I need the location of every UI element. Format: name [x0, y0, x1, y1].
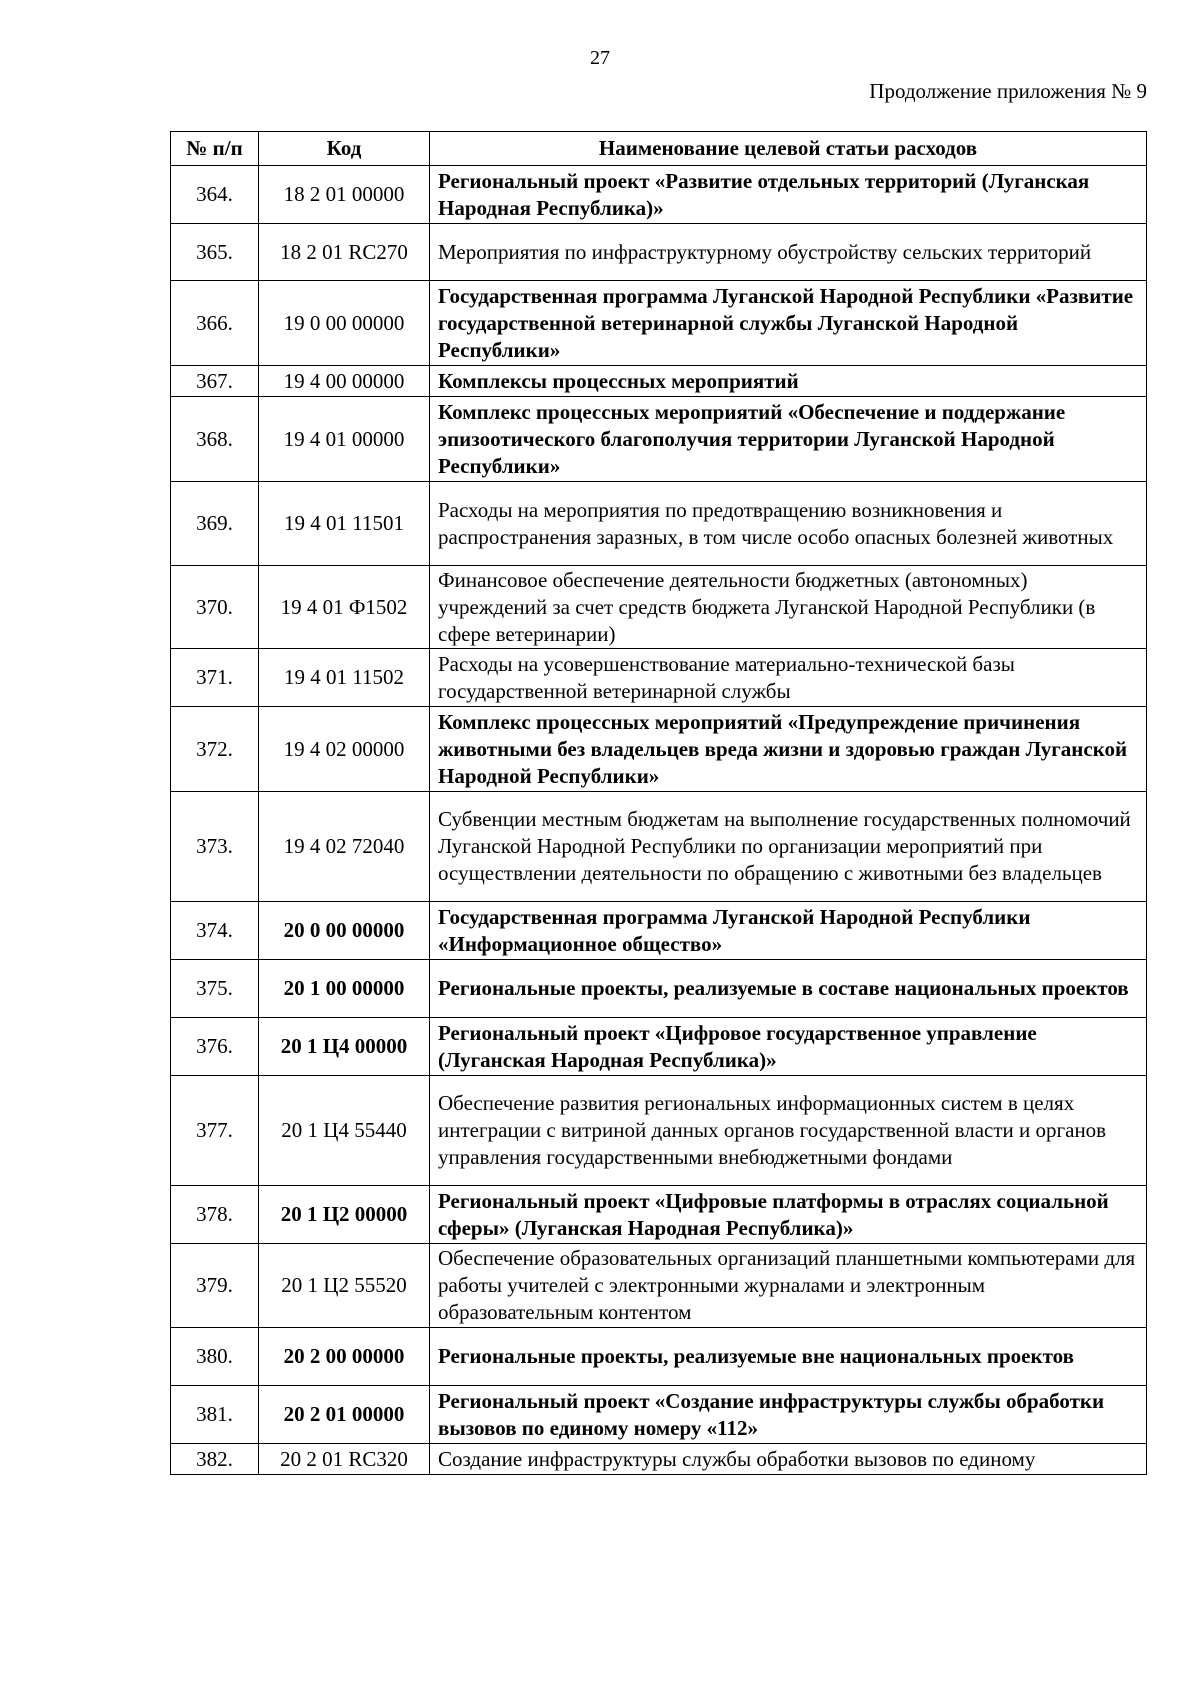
row-code: 19 4 01 11501 — [259, 482, 430, 566]
row-name: Обеспечение развития региональных информационных систем в целях интеграции с витриной данных органов государственной власти и органов управления государственными внебюджетными фондами — [430, 1076, 1147, 1186]
row-name: Создание инфраструктуры службы обработки вызовов по единому — [430, 1444, 1147, 1475]
row-name: Государственная программа Луганской Народной Республики «Информационное общество» — [430, 902, 1147, 960]
table-row — [171, 482, 1147, 566]
row-number: 366. — [171, 281, 259, 366]
row-number: 364. — [171, 166, 259, 224]
table-row — [171, 1444, 1147, 1475]
row-code: 18 2 01 00000 — [259, 166, 430, 224]
expense-items-table — [170, 131, 1147, 1475]
row-code: 19 4 01 00000 — [259, 397, 430, 482]
row-name: Региональный проект «Цифровые платформы в отраслях социальной сферы» (Луганская Народная Республика)» — [430, 1186, 1147, 1244]
table-row — [171, 397, 1147, 482]
table-row — [171, 960, 1147, 1018]
row-name: Комплекс процессных мероприятий «Обеспечение и поддержание эпизоотического благополучия территории Луганской Народной Республики» — [430, 397, 1147, 482]
row-number: 379. — [171, 1244, 259, 1328]
row-code: 20 0 00 00000 — [259, 902, 430, 960]
table-row — [171, 1328, 1147, 1386]
row-number: 377. — [171, 1076, 259, 1186]
header-name: Наименование целевой статьи расходов — [430, 132, 1147, 166]
table-row — [171, 792, 1147, 902]
table-row — [171, 566, 1147, 649]
row-code: 18 2 01 RC270 — [259, 224, 430, 281]
row-name: Региональные проекты, реализуемые вне национальных проектов — [430, 1328, 1147, 1386]
row-number: 381. — [171, 1386, 259, 1444]
table-row — [171, 166, 1147, 224]
row-name: Расходы на мероприятия по предотвращению возникновения и распространения заразных, в том числе особо опасных болезней животных — [430, 482, 1147, 566]
row-number: 378. — [171, 1186, 259, 1244]
table-row — [171, 1244, 1147, 1328]
row-number: 380. — [171, 1328, 259, 1386]
appendix-continuation-label: Продолжение приложения № 9 — [869, 79, 1147, 103]
row-code: 20 2 01 00000 — [259, 1386, 430, 1444]
row-number: 370. — [171, 566, 259, 649]
row-code: 19 4 01 11502 — [259, 649, 430, 707]
row-code: 20 1 Ц4 55440 — [259, 1076, 430, 1186]
row-name: Региональный проект «Создание инфраструктуры службы обработки вызовов по единому номеру «112» — [430, 1386, 1147, 1444]
row-number: 368. — [171, 397, 259, 482]
row-number: 376. — [171, 1018, 259, 1076]
table-header-row — [171, 132, 1147, 166]
row-code: 20 1 Ц4 00000 — [259, 1018, 430, 1076]
row-number: 373. — [171, 792, 259, 902]
row-name: Мероприятия по инфраструктурному обустройству сельских территорий — [430, 224, 1147, 281]
row-code: 19 4 01 Ф1502 — [259, 566, 430, 649]
row-name: Комплексы процессных мероприятий — [430, 366, 1147, 397]
table-body — [171, 166, 1147, 1475]
row-number: 365. — [171, 224, 259, 281]
row-code: 19 4 00 00000 — [259, 366, 430, 397]
row-code: 19 4 02 72040 — [259, 792, 430, 902]
table-row — [171, 1076, 1147, 1186]
row-code: 20 2 00 00000 — [259, 1328, 430, 1386]
row-name: Расходы на усовершенствование материально-технической базы государственной ветеринарной службы — [430, 649, 1147, 707]
row-number: 382. — [171, 1444, 259, 1475]
row-name: Субвенции местным бюджетам на выполнение государственных полномочий Луганской Народной Республики по организации мероприятий при осуществлении деятельности по обращению с животными без владельцев — [430, 792, 1147, 902]
row-number: 367. — [171, 366, 259, 397]
table-row — [171, 1018, 1147, 1076]
row-number: 371. — [171, 649, 259, 707]
table-row — [171, 902, 1147, 960]
row-code: 20 2 01 RC320 — [259, 1444, 430, 1475]
row-code: 20 1 Ц2 55520 — [259, 1244, 430, 1328]
row-code: 19 0 00 00000 — [259, 281, 430, 366]
row-number: 374. — [171, 902, 259, 960]
table-row — [171, 649, 1147, 707]
row-code: 20 1 Ц2 00000 — [259, 1186, 430, 1244]
table-row — [171, 281, 1147, 366]
row-number: 369. — [171, 482, 259, 566]
row-number: 372. — [171, 707, 259, 792]
row-name: Государственная программа Луганской Народной Республики «Развитие государственной ветеринарной службы Луганской Народной Республики» — [430, 281, 1147, 366]
table-row — [171, 366, 1147, 397]
header-code: Код — [259, 132, 430, 166]
row-name: Региональный проект «Цифровое государственное управление (Луганская Народная Республика)» — [430, 1018, 1147, 1076]
row-code: 20 1 00 00000 — [259, 960, 430, 1018]
table-row — [171, 707, 1147, 792]
table-row — [171, 1386, 1147, 1444]
row-name: Комплекс процессных мероприятий «Предупреждение причинения животными без владельцев вреда жизни и здоровью граждан Луганской Народной Республики» — [430, 707, 1147, 792]
table-row — [171, 224, 1147, 281]
row-name: Финансовое обеспечение деятельности бюджетных (автономных) учреждений за счет средств бюджета Луганской Народной Республики (в сфере ветеринарии) — [430, 566, 1147, 649]
row-name: Обеспечение образовательных организаций планшетными компьютерами для работы учителей с электронными журналами и электронным образовательным контентом — [430, 1244, 1147, 1328]
row-name: Региональный проект «Развитие отдельных территорий (Луганская Народная Республика)» — [430, 166, 1147, 224]
page-number: 27 — [590, 47, 610, 69]
row-name: Региональные проекты, реализуемые в составе национальных проектов — [430, 960, 1147, 1018]
row-code: 19 4 02 00000 — [259, 707, 430, 792]
header-num: № п/п — [171, 132, 259, 166]
table-row — [171, 1186, 1147, 1244]
row-number: 375. — [171, 960, 259, 1018]
